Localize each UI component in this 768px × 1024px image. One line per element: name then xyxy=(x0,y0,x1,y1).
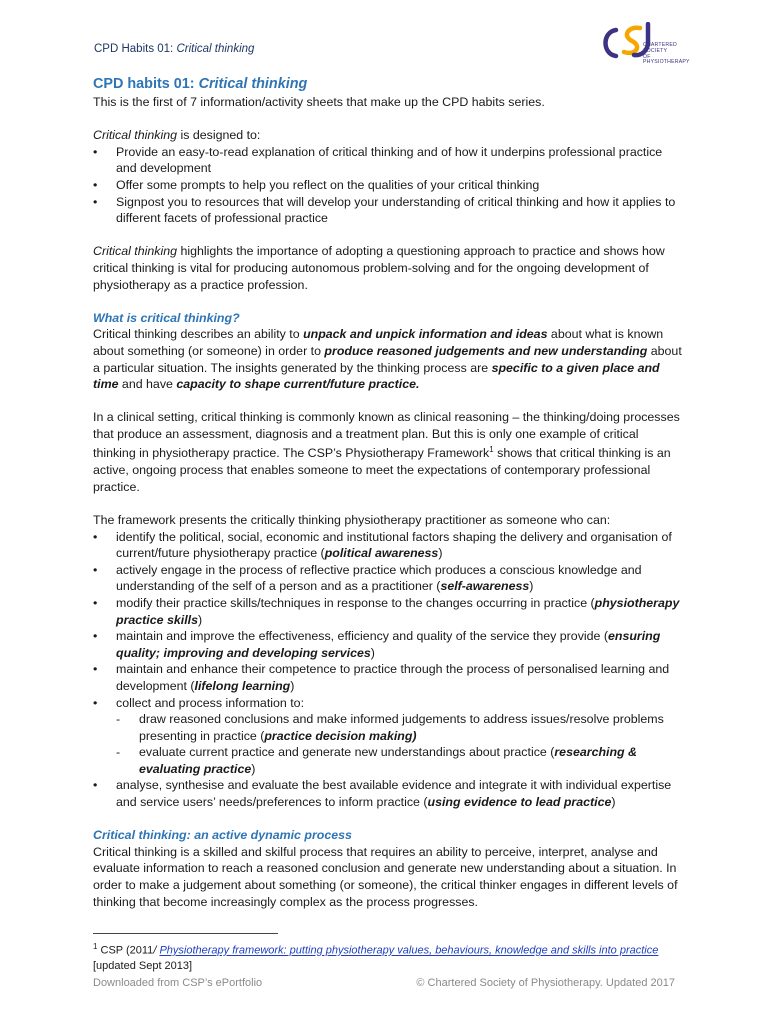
text-run: ) xyxy=(438,546,443,561)
text-run: ) xyxy=(251,761,256,776)
sub-list-item xyxy=(116,711,683,744)
list-item: • Offer some prompts to help you reflect on the qualities of your critical thinking xyxy=(93,177,683,194)
section-heading: Critical thinking: an active dynamic process xyxy=(93,828,352,843)
footnote-divider xyxy=(93,933,278,934)
text-run: analyse, synthesise and evaluate the best available evidence and integrate it with individual expertise and service users’ needs/preferences to inform practice ( xyxy=(116,778,672,810)
list-item xyxy=(93,661,683,694)
text-run: Critical thinking describes an ability to xyxy=(93,327,304,342)
list-item xyxy=(93,562,683,595)
emphasis: researching & evaluating practice xyxy=(139,745,637,776)
page-title xyxy=(93,74,683,94)
framework-list xyxy=(93,529,683,811)
designed-list xyxy=(93,144,683,227)
logo-line: OF xyxy=(643,53,651,60)
designed-italic: Critical thinking xyxy=(93,128,178,143)
text-run: shows that critical thinking is an active, ongoing process that enables someone to meet the expectations of contemporary professional practice. xyxy=(93,446,671,494)
text-run: maintain and enhance their competence to practice through the process of personalised learning and development ( xyxy=(116,662,670,693)
text-run: draw reasoned conclusions and make informed judgements to address issues/resolve problems presenting in practice ( xyxy=(139,712,664,743)
list-item xyxy=(93,595,683,628)
text-run: maintain and improve the effectiveness, efficiency and quality of the service they provide ( xyxy=(116,629,608,644)
logo-text xyxy=(643,43,690,66)
emphasis: produce reasoned judgements and new understanding xyxy=(324,343,648,358)
definition-paragraph xyxy=(93,326,683,392)
emphasis: ensuring quality; improving and developing services xyxy=(116,629,661,660)
header-prefix: CPD Habits 01: xyxy=(94,43,177,55)
footnote-ref: 1 xyxy=(489,445,494,455)
text-run: In a clinical setting, critical thinking is commonly known as clinical reasoning – the thinking/doing processes that produce an assessment, diagnosis and a treatment plan. But this is only one example of critical thinking in physiotherapy practice. The CSP’s Physiotherapy Framework xyxy=(93,410,680,461)
title-italic: Critical thinking xyxy=(198,76,308,92)
list-item xyxy=(93,695,683,778)
text-run: ) xyxy=(290,678,295,693)
text-run: about a particular situation. The insights generated by the thinking process are xyxy=(93,343,682,375)
list-item: • Provide an easy-to-read explanation of critical thinking and of how it underpins professional practice and development xyxy=(93,144,683,177)
text-run: identify the political, social, economic and institutional factors shaping the delivery and organisation of current/future physiotherapy practice ( xyxy=(116,529,672,561)
intro-paragraph: This is the first of 7 information/activity sheets that make up the CPD habits series. xyxy=(93,95,545,109)
title-prefix: CPD habits 01: xyxy=(93,76,199,92)
highlights-paragraph xyxy=(93,243,683,293)
text-run: evaluate current practice and generate new understandings about practice ( xyxy=(139,745,555,760)
footer-source: Downloaded from CSP’s ePortfolio xyxy=(93,977,263,989)
text-run: ) xyxy=(370,645,375,660)
header-italic: Critical thinking xyxy=(176,43,255,55)
logo-line: PHYSIOTHERAPY xyxy=(643,59,690,66)
footnote-number: 1 xyxy=(93,942,98,951)
framework-link[interactable]: Physiotherapy framework: putting physiotherapy values, behaviours, knowledge and skills into practice xyxy=(159,944,659,957)
list-item: • Signpost you to resources that will develop your understanding of critical thinking and how it applies to different facets of professional practice xyxy=(93,194,683,227)
header-title xyxy=(94,43,254,55)
text-run: ) xyxy=(529,579,534,594)
emphasis: self-awareness xyxy=(440,579,530,594)
text-run: ) xyxy=(197,612,203,627)
emphasis: specific to a given place and time xyxy=(93,360,660,392)
sub-list xyxy=(116,711,683,777)
document-body xyxy=(93,74,683,910)
text-run: ) xyxy=(611,795,616,810)
text-run: collect and process information to: xyxy=(116,695,305,710)
logo-line: SOCIETY xyxy=(643,47,668,54)
highlights-italic: Critical thinking xyxy=(93,244,178,259)
list-item xyxy=(93,628,683,661)
footnote-slash: / xyxy=(153,944,160,957)
text-run: actively engage in the process of reflective practice which produces a conscious knowledge and understanding of the self of a person and as a practitioner ( xyxy=(116,562,642,594)
emphasis: unpack and unpick information and ideas xyxy=(303,327,548,342)
list-item xyxy=(93,529,683,562)
footer-copyright: © Chartered Society of Physiotherapy. Updated 2017 xyxy=(416,977,675,989)
emphasis: capacity to shape current/future practice. xyxy=(176,377,420,392)
framework-intro: The framework presents the critically thinking physiotherapy practitioner as someone who can: xyxy=(93,512,611,527)
designed-paragraph xyxy=(93,127,683,144)
emphasis: lifelong learning xyxy=(194,678,291,693)
footnote-prefix: CSP (2011 xyxy=(97,944,154,957)
highlights-rest: highlights the importance of adopting a questioning approach to practice and shows how critical thinking is vital for producing autonomous problem-solving and for the ongoing development of physiotherapy as a practice profession. xyxy=(93,244,665,292)
process-paragraph: Critical thinking is a skilled and skilful process that requires an ability to perceive, interpret, analyse and evaluate information to reach a reasoned conclusion and generate new understanding about a situation. In order to make a judgement about something (or someone), the critical thinker engages in different levels of thinking that become increasingly complex as the process progresses. xyxy=(93,844,678,909)
emphasis: political awareness xyxy=(324,546,439,561)
section-heading: What is critical thinking? xyxy=(93,310,240,325)
logo-line: CHARTERED xyxy=(643,42,677,48)
sub-list-item xyxy=(116,744,683,777)
list-item xyxy=(93,777,683,810)
emphasis: physiotherapy practice skills xyxy=(116,595,680,627)
text-run: modify their practice skills/techniques in response to the changes occurring in practice ( xyxy=(116,595,595,610)
text-run: about what is known about something (or someone) in order to xyxy=(93,327,664,358)
text-run: and have xyxy=(118,377,177,392)
footnote-suffix: [updated Sept 2013] xyxy=(93,959,193,972)
emphasis: practice decision making) xyxy=(264,728,417,743)
footnote xyxy=(93,939,683,974)
emphasis: using evidence to lead practice xyxy=(427,795,612,810)
clinical-paragraph xyxy=(93,409,683,495)
designed-rest: is designed to: xyxy=(177,128,261,143)
